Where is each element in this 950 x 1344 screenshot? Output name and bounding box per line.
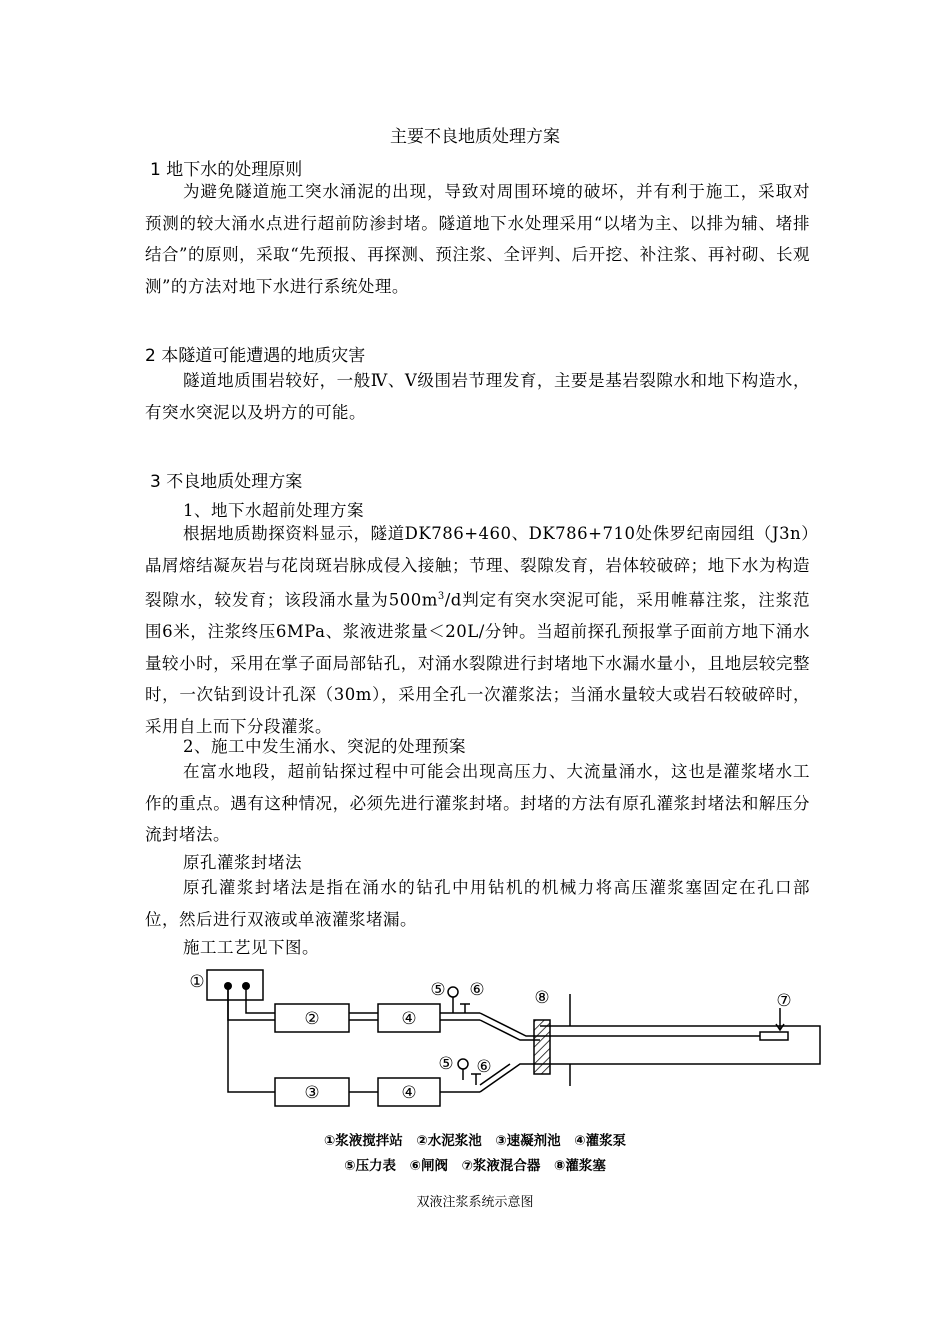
section-2-paragraph: 隧道地质围岩较好，一般Ⅳ、Ⅴ级围岩节理发育，主要是基岩裂隙水和地下构造水，有突水突泥以及坍方的可能。 xyxy=(145,371,810,422)
section-3-paragraph-1 xyxy=(145,518,810,742)
label-3: ③ xyxy=(304,1083,320,1103)
legend-line-2: ⑤压力表 ⑥闸阀 ⑦浆液混合器 ⑧灌浆塞 xyxy=(344,1158,606,1174)
pressure-gauge-upper xyxy=(448,987,458,997)
diagram-caption: 双液注浆系统示意图 xyxy=(416,1195,534,1210)
pressure-gauge-lower xyxy=(458,1059,468,1069)
lower-pipe-left xyxy=(228,986,275,1092)
label-6-upper: ⑥ xyxy=(469,980,485,1000)
label-6-lower: ⑥ xyxy=(476,1057,492,1077)
grout-packer xyxy=(534,1020,550,1074)
section-3-subheading-2: 2、施工中发生涌水、突泥的处理预案 xyxy=(183,737,466,756)
label-5-lower: ⑤ xyxy=(438,1054,454,1074)
paragraph-1-part-a: 根据地质勘探资料显示，隧道DK786+460、DK786+710处侏罗纪南园组（J3n）晶屑熔结凝灰岩与花岗斑岩脉成侵入接触；节理、裂隙发育，岩体较破碎；地下水为构造裂隙水，较发育；该段涌水量为500m xyxy=(145,524,810,610)
section-1-paragraph: 为避免隧道施工突水涌泥的出现，导致对周围环境的破坏，并有利于施工，采取对预测的较大涌水点进行超前防渗封堵。隧道地下水处理采用“以堵为主、以排为辅、堵排结合”的原则，采取“先预报、再探测、预注浆、全评判、后开挖、补注浆、再衬砌、长观测”的方法对地下水进行系统处理。 xyxy=(145,182,810,296)
section-3-paragraph-2: 在富水地段，超前钻探过程中可能会出现高压力、大流量涌水，这也是灌浆堵水工作的重点。遇有这种情况，必须先进行灌浆封堵。封堵的方法有原孔灌浆封堵法和解压分流封堵法。 xyxy=(145,762,810,844)
mixing-station-box xyxy=(207,970,263,1000)
label-7: ⑦ xyxy=(776,991,792,1011)
label-4-upper: ④ xyxy=(401,1009,417,1029)
station-outlet-2 xyxy=(242,982,250,990)
section-2-heading: 2 本隧道可能遭遇的地质灾害 xyxy=(145,346,366,366)
label-1: ① xyxy=(189,972,205,992)
superscript-3: 3 xyxy=(437,591,445,602)
section-3-paragraph-4: 施工工艺见下图。 xyxy=(183,938,319,957)
station-outlet-1 xyxy=(224,982,232,990)
label-5-upper: ⑤ xyxy=(430,980,446,1000)
paragraph-1-part-b: /d判定有突水突泥可能，采用帷幕注浆，注浆范围6米，注浆终压6MPa、浆液进浆量＜20L/分钟。当超前探孔预报掌子面前方地下涌水量较小时，采用在掌子面局部钻孔，对涌水裂隙进行封堵地下水漏水量小，且地层较完整时，一次钻到设计孔深（30m），采用全孔一次灌浆法；当涌水量较大或岩石较破碎时，采用自上而下分段灌浆。 xyxy=(145,590,811,736)
grouting-system-diagram xyxy=(180,968,830,1128)
label-2: ② xyxy=(304,1009,320,1029)
section-3-subheading-1: 1、地下水超前处理方案 xyxy=(183,501,364,520)
legend-line-1: ①浆液搅拌站 ②水泥浆池 ③速凝剂池 ④灌浆泵 xyxy=(323,1133,627,1149)
section-3-heading: 3 不良地质处理方案 xyxy=(150,472,303,492)
slurry-mixer xyxy=(760,1032,788,1040)
label-8: ⑧ xyxy=(534,988,550,1008)
document-title: 主要不良地质处理方案 xyxy=(390,127,560,147)
section-1-heading: 1 地下水的处理原则 xyxy=(150,160,303,180)
label-4-lower: ④ xyxy=(401,1083,417,1103)
upper-pipe-left xyxy=(228,986,275,1020)
section-3-subheading-3: 原孔灌浆封堵法 xyxy=(183,853,302,872)
section-3-paragraph-3: 原孔灌浆封堵法是指在涌水的钻孔中用钻机的机械力将高压灌浆塞固定在孔口部位，然后进行双液或单液灌浆堵漏。 xyxy=(145,878,810,929)
upper-converge-2 xyxy=(480,1020,540,1040)
